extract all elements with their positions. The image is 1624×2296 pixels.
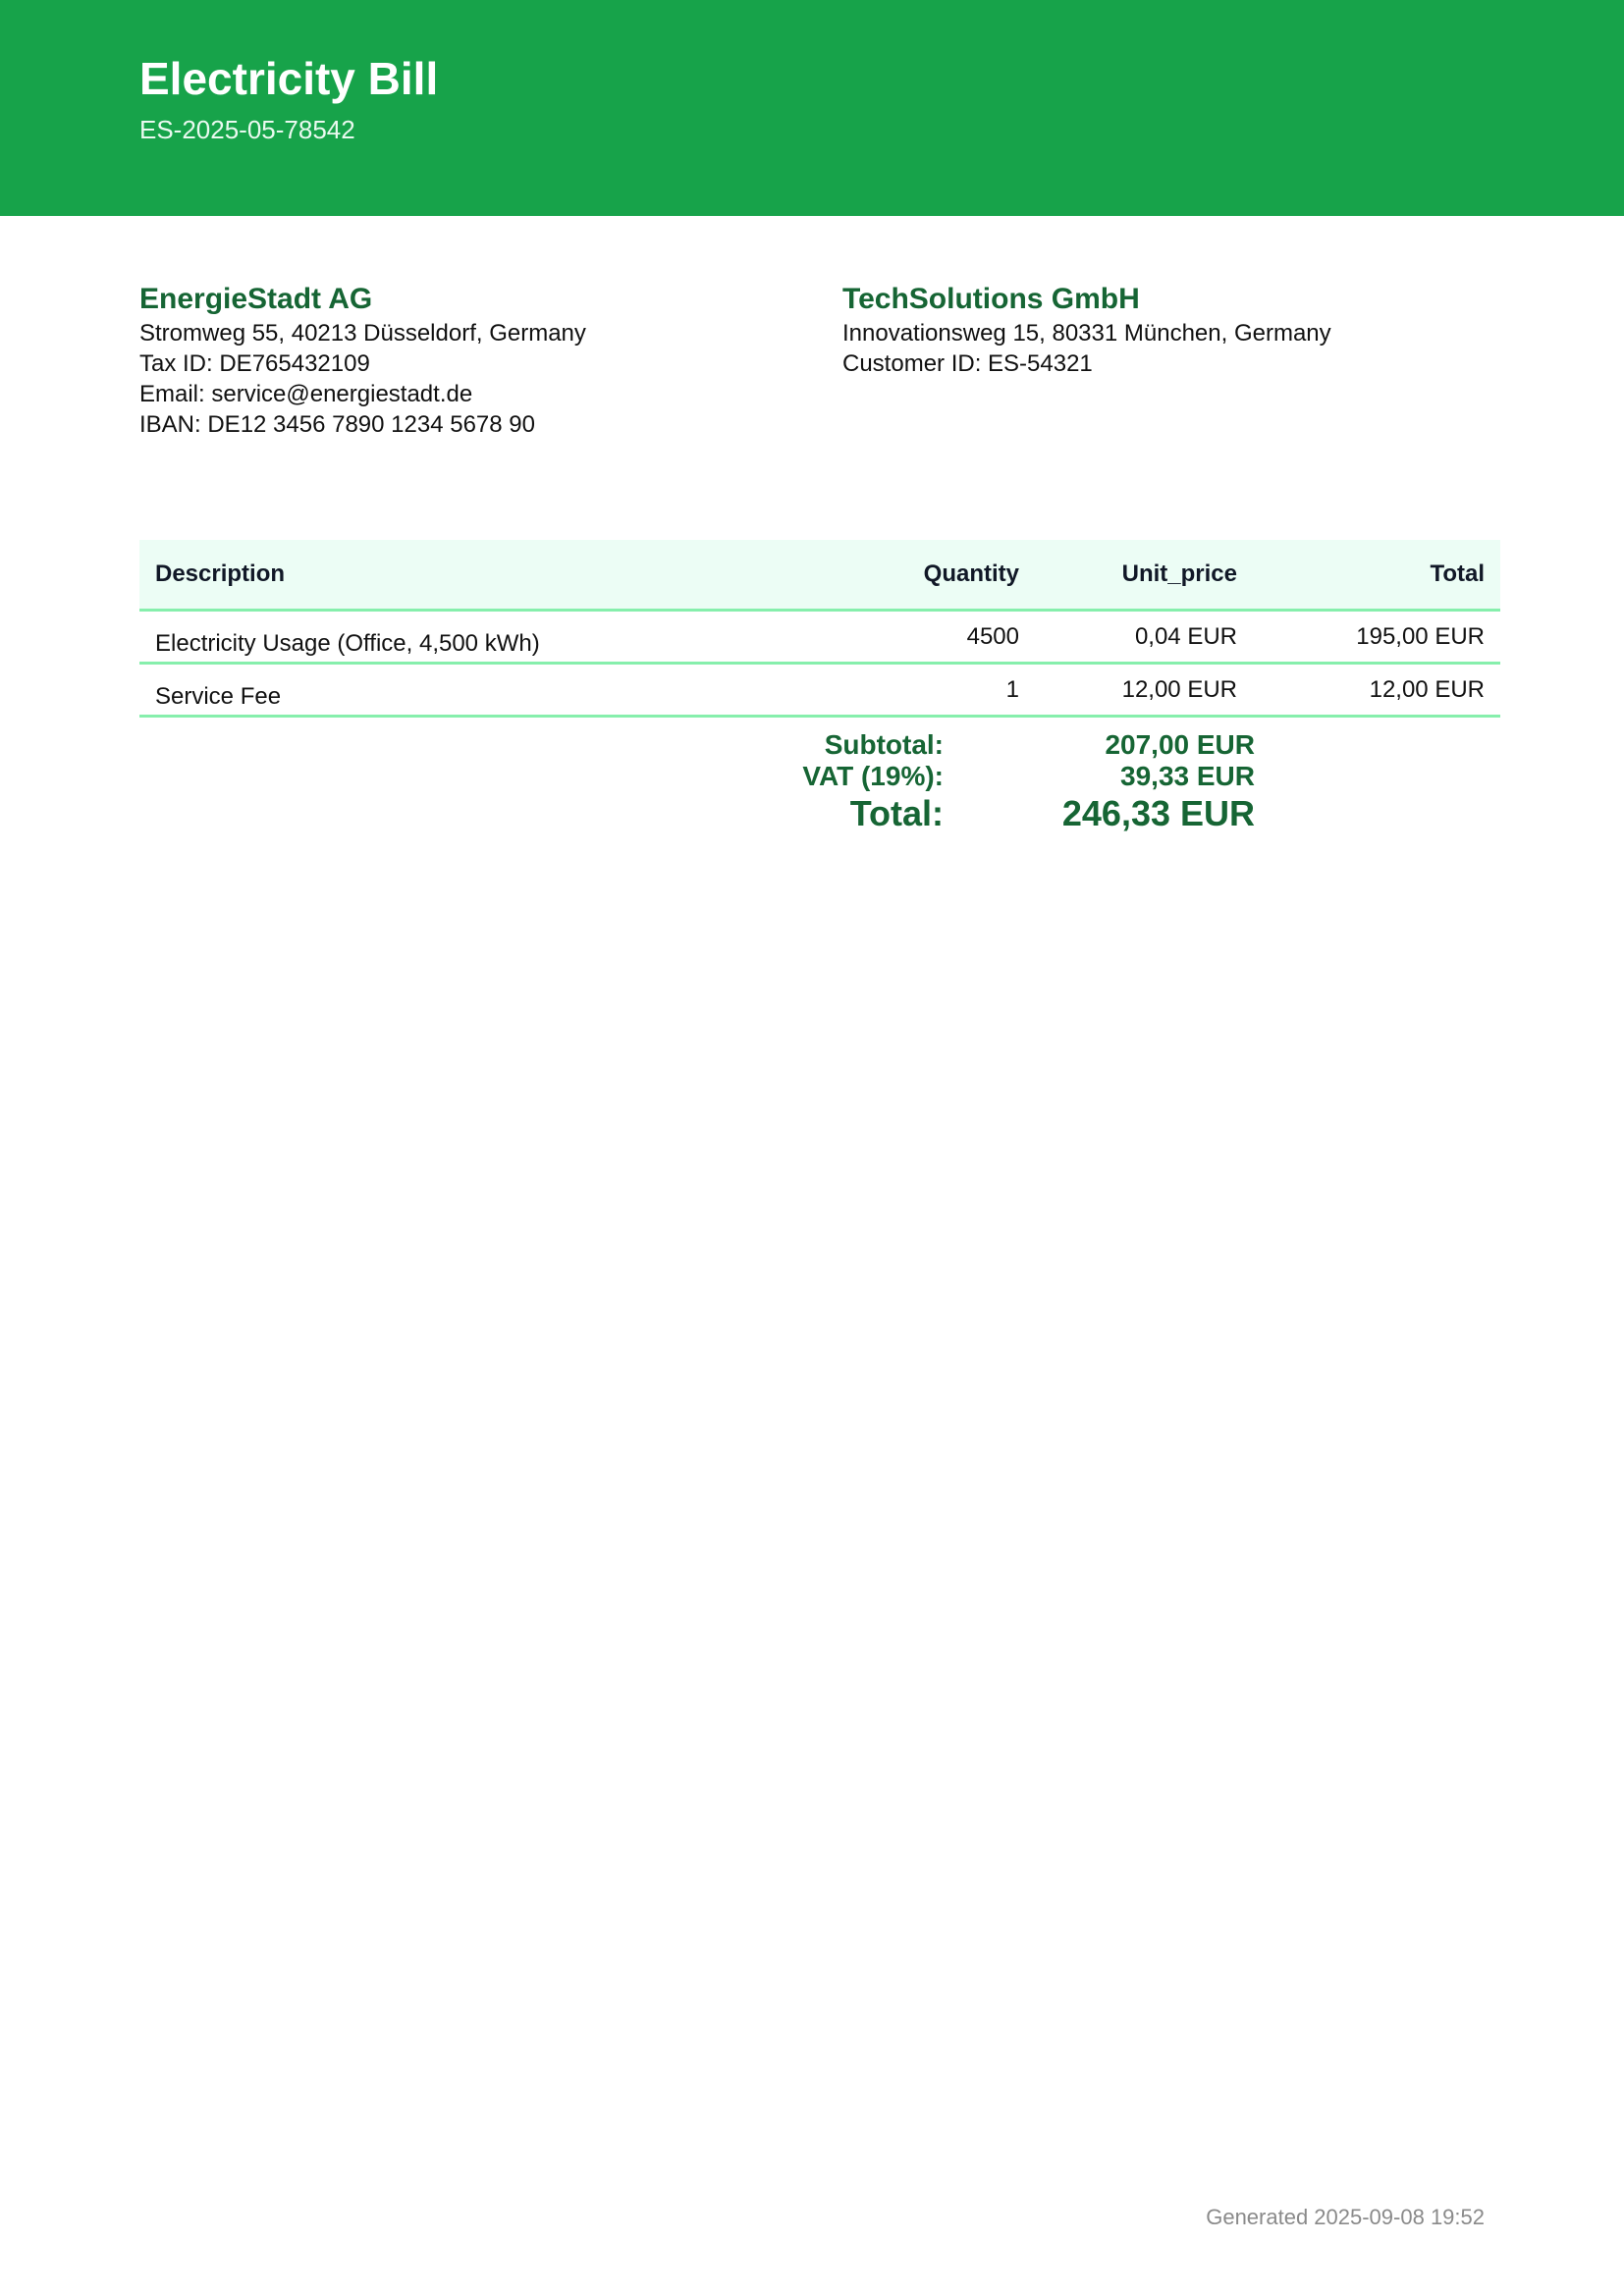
bill-title: Electricity Bill xyxy=(139,53,439,104)
vat-value: 39,33 EUR xyxy=(1120,761,1255,791)
buyer-block xyxy=(842,281,1510,379)
line-items-table xyxy=(139,540,1500,718)
table-header-row xyxy=(139,540,1500,611)
totals-block xyxy=(687,729,1255,835)
seller-tax-id: Tax ID: DE765432109 xyxy=(139,350,370,377)
buyer-name: TechSolutions GmbH xyxy=(842,283,1140,315)
subtotal-row xyxy=(687,729,1255,761)
row-description: Service Fee xyxy=(139,664,839,717)
table-row xyxy=(139,611,1500,664)
total-value: 246,33 EUR xyxy=(1061,793,1255,833)
total-label: Total: xyxy=(849,793,944,833)
row-quantity: 4500 xyxy=(839,611,1035,664)
subtotal-value: 207,00 EUR xyxy=(1105,729,1255,760)
seller-name: EnergieStadt AG xyxy=(139,283,373,315)
row-unit-price: 0,04 EUR xyxy=(1035,611,1253,664)
seller-iban: IBAN: DE12 3456 7890 1234 5678 90 xyxy=(139,411,535,438)
row-description: Electricity Usage (Office, 4,500 kWh) xyxy=(139,611,839,664)
seller-address: Stromweg 55, 40213 Düsseldorf, Germany xyxy=(139,320,586,347)
generated-timestamp: Generated 2025-09-08 19:52 xyxy=(1206,2205,1485,2229)
buyer-address: Innovationsweg 15, 80331 München, Germany xyxy=(842,320,1331,347)
bill-number: ES-2025-05-78542 xyxy=(139,115,355,144)
vat-label: VAT (19%): xyxy=(802,761,944,791)
header-quantity: Quantity xyxy=(839,540,1035,611)
grand-total-row xyxy=(687,792,1255,835)
vat-row xyxy=(687,761,1255,792)
header-description: Description xyxy=(139,540,839,611)
header-unit-price: Unit_price xyxy=(1035,540,1253,611)
header-total: Total xyxy=(1253,540,1500,611)
row-unit-price: 12,00 EUR xyxy=(1035,664,1253,717)
row-total: 12,00 EUR xyxy=(1253,664,1500,717)
buyer-customer-id: Customer ID: ES-54321 xyxy=(842,350,1093,377)
row-total: 195,00 EUR xyxy=(1253,611,1500,664)
subtotal-label: Subtotal: xyxy=(824,729,944,760)
table-row xyxy=(139,664,1500,717)
row-quantity: 1 xyxy=(839,664,1035,717)
seller-block xyxy=(139,281,807,440)
bill-header xyxy=(0,0,1624,216)
seller-email: Email: service@energiestadt.de xyxy=(139,381,473,407)
